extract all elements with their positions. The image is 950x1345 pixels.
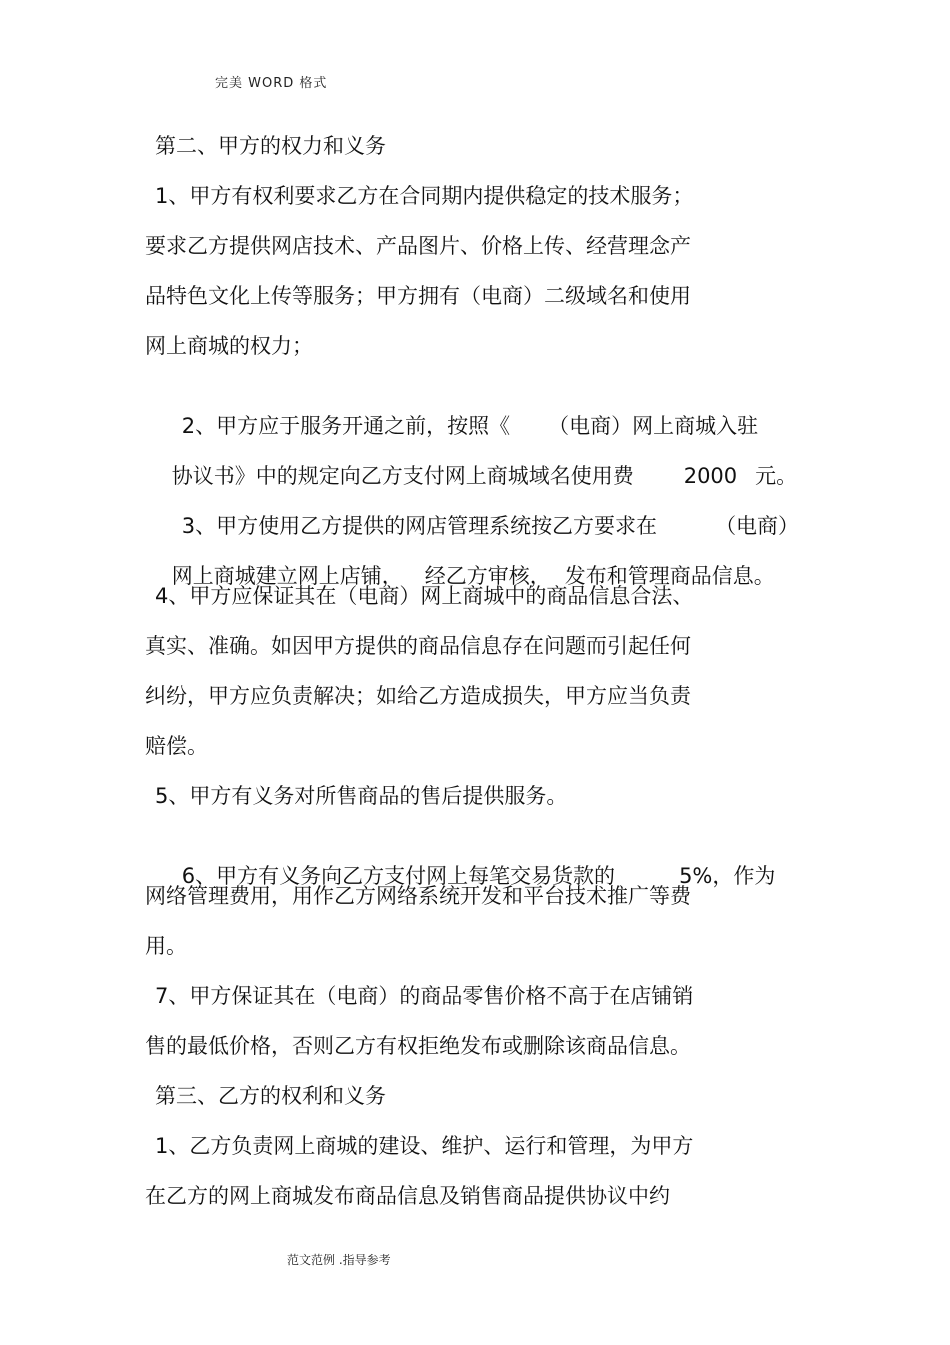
section-heading-party-a: 第二、甲方的权力和义务 [155,134,386,158]
fee-percentage: 5%，作为 [679,864,776,888]
paragraph-line: 真实、准确。如因甲方提供的商品信息存在问题而引起任何 [145,634,691,658]
paragraph-line: 赔偿。 [145,734,208,758]
paragraph-line: 7、甲方保证其在（电商）的商品零售价格不高于在店铺销 [155,984,694,1008]
paragraph-line: 1、甲方有权利要求乙方在合同期内提供稳定的技术服务； [155,184,694,208]
text-segment: 元。 [755,464,798,488]
text-segment: 3、甲方使用乙方提供的网店管理系统按乙方要求在 [181,514,658,538]
paragraph-line: 4、甲方应保证其在（电商）网上商城中的商品信息合法、 [155,584,694,608]
paragraph-line: 网上商城的权力； [145,334,313,358]
paragraph-line: 1、乙方负责网上商城的建设、维护、运行和管理，为甲方 [155,1134,694,1158]
paragraph-line: 纠纷，甲方应负责解决；如给乙方造成损失，甲方应当负责 [145,684,691,708]
text-segment: 协议书》中的规定向乙方支付网上商城域名使用费 [171,464,634,488]
paragraph-line: 网络管理费用，用作乙方网络系统开发和平台技术推广等费 [145,884,691,908]
text-segment: 6、甲方有义务向乙方支付网上每笔交易货款的 [181,864,616,888]
text-segment: （电商） [715,514,800,538]
fee-amount: 2000 [683,464,738,488]
text-segment: 发布和管理商品信息。 [564,564,775,588]
section-heading-party-b: 第三、乙方的权利和义务 [155,1084,386,1108]
page-footer: 范文范例 .指导参考 [287,1253,391,1267]
text-segment: （电商）网上商城入驻 [548,414,759,438]
paragraph-line: 用。 [145,934,187,958]
paragraph-line: 要求乙方提供网店技术、产品图片、价格上传、经营理念产 [145,234,691,258]
text-segment: 2、甲方应于服务开通之前，按照《 [181,414,511,438]
paragraph-line: 5、甲方有义务对所售商品的售后提供服务。 [155,784,568,808]
paragraph-line: 在乙方的网上商城发布商品信息及销售商品提供协议中约 [145,1184,670,1208]
paragraph-line: 售的最低价格，否则乙方有权拒绝发布或删除该商品信息。 [145,1034,691,1058]
page-header: 完美 WORD 格式 [215,76,328,91]
paragraph-line: 品特色文化上传等服务；甲方拥有（电商）二级域名和使用 [145,284,691,308]
text-segment: 网上商城建立网上店铺， [171,564,403,588]
text-segment: 经乙方审核， [424,564,551,588]
